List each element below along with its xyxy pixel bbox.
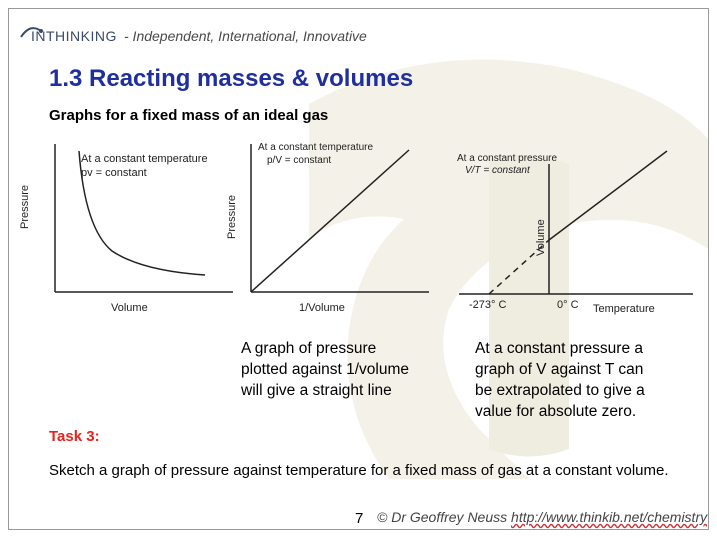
graph2-note-line1: At a constant temperature <box>258 142 374 153</box>
graph3-x-label: Temperature <box>593 303 655 315</box>
graph2-caption-line: will give a straight line <box>241 382 392 399</box>
graph3-caption-line: be extrapolated to give a <box>475 382 645 399</box>
logo-text: INTHINKING <box>31 28 117 44</box>
page-number: 7 <box>355 510 364 527</box>
task-label: Task 3: <box>49 428 100 445</box>
graph2-x-label: 1/Volume <box>299 302 345 314</box>
graph3-y-label: Volume <box>535 219 547 256</box>
graph2-caption <box>241 338 409 401</box>
page-subtitle: Graphs for a fixed mass of an ideal gas <box>49 107 329 124</box>
graph1-x-label: Volume <box>111 302 148 314</box>
graph2-line <box>251 150 409 292</box>
copyright-text: © Dr Geoffrey Neuss <box>377 509 512 525</box>
graph3-caption-line: graph of V against T can <box>475 361 644 378</box>
graph1-note-line2: pv = constant <box>81 167 147 179</box>
footer-url-link[interactable]: http://www.thinkib.net/chemistry <box>511 509 708 525</box>
graph2-y-label: Pressure <box>226 194 238 239</box>
graph1-y-label: Pressure <box>19 184 31 229</box>
graph1-note-line1: At a constant temperature <box>81 153 208 165</box>
graph3-caption-line: At a constant pressure a <box>475 340 644 357</box>
page-title: 1.3 Reacting masses & volumes <box>49 65 414 92</box>
tagline: - Independent, International, Innovative <box>124 28 367 44</box>
graph3-tick-zero-celsius: 0° C <box>557 299 579 311</box>
graph2-caption-line: plotted against 1/volume <box>241 361 410 378</box>
graph3-caption-line: value for absolute zero. <box>475 403 637 420</box>
graph3-line <box>549 151 667 240</box>
footer-copyright <box>377 509 707 525</box>
graph2-note-line2: p/V = constant <box>267 155 332 166</box>
slide <box>8 8 709 530</box>
graph3-caption <box>475 338 645 422</box>
graph2-caption-line: A graph of pressure <box>241 340 377 357</box>
task-question: Sketch a graph of pressure against temperature for a fixed mass of gas at a constant volume. <box>49 462 669 479</box>
graph3-tick-absolute-zero: -273° C <box>469 299 507 311</box>
graph-pressure-reciprocal-volume <box>233 139 433 309</box>
graph3-note-line2: V/T = constant <box>465 165 530 176</box>
graph3-note-line1: At a constant pressure <box>457 153 558 164</box>
